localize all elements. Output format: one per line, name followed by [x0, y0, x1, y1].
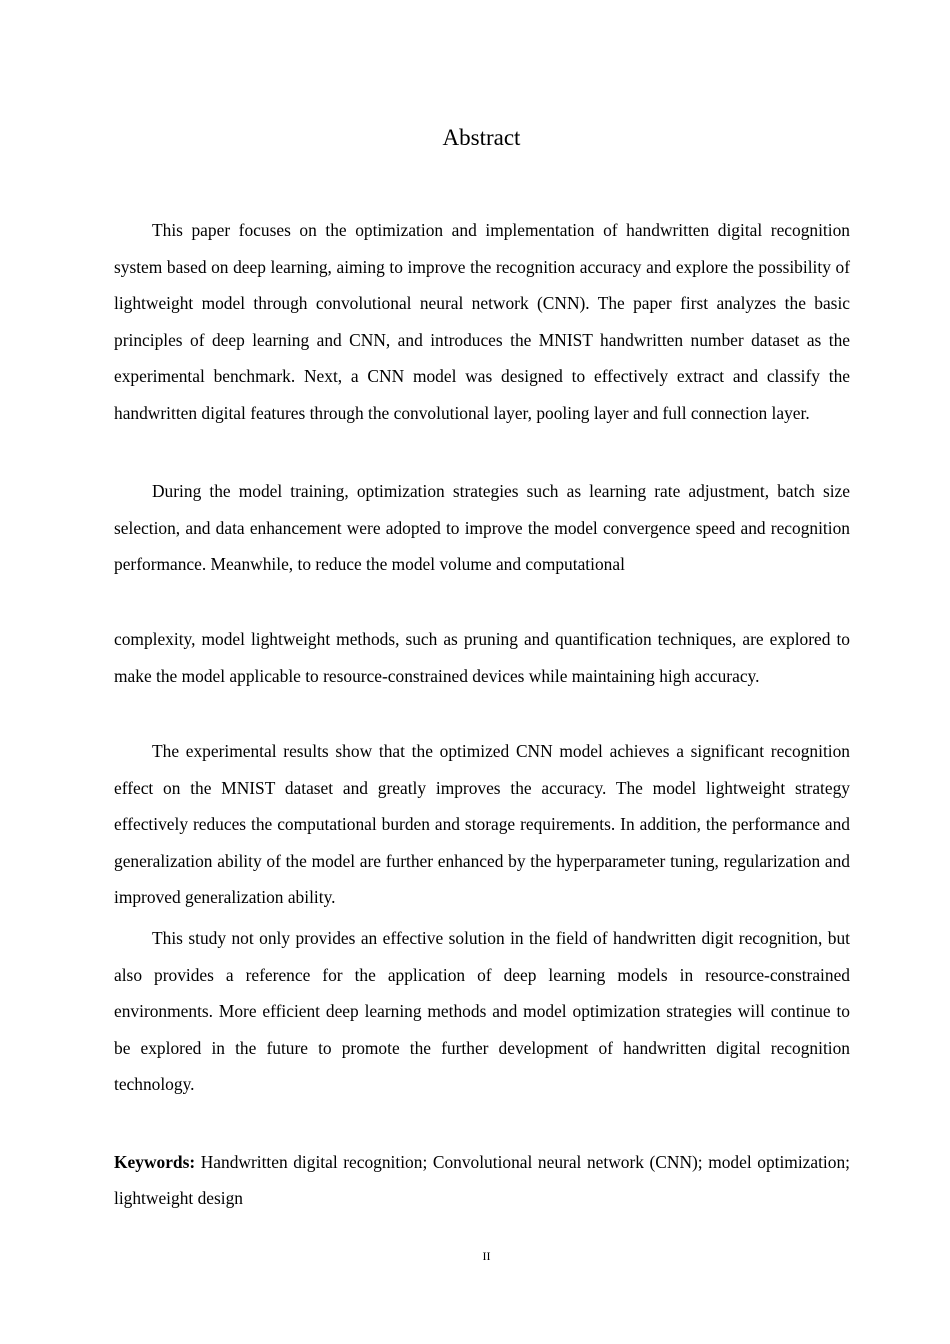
abstract-paragraph-3: The experimental results show that the optimized CNN model achieves a significant recognition effect on the MNIST dataset and greatly improves the accuracy. The model lightweight strategy effectively reduces the computational burden and storage requirements. In addition, the performance and generalization ability of the model are further enhanced by the hyperparameter tuning, regularization and improved generalization ability.	[114, 741, 850, 908]
abstract-paragraph-2-part-2: complexity, model lightweight methods, such as pruning and quantification techniques, are explored to make the model applicable to resource-constrained devices while maintaining high accuracy.	[114, 629, 850, 686]
abstract-paragraph-4: This study not only provides an effective solution in the field of handwritten digit recognition, but also provides a reference for the application of deep learning models in resource-constrained environments. More efficient deep learning methods and model optimization strategies will continue to be explored in the future to promote the further development of handwritten digital recognition technology.	[114, 928, 850, 1095]
abstract-paragraph-2-part-1: During the model training, optimization strategies such as learning rate adjustment, batch size selection, and data enhancement were adopted to improve the model convergence speed and recognition performance. Meanwhile, to reduce the model volume and computational	[114, 481, 850, 575]
abstract-paragraph-1: This paper focuses on the optimization and implementation of handwritten digital recognition system based on deep learning, aiming to improve the recognition accuracy and explore the possibility of lightweight model through convolutional neural network (CNN). The paper first analyzes the basic principles of deep learning and CNN, and introduces the MNIST handwritten number dataset as the experimental benchmark. Next, a CNN model was designed to effectively extract and classify the handwritten digital features through the convolutional layer, pooling layer and full connection layer.	[114, 220, 850, 423]
keywords-label: Keywords:	[114, 1152, 196, 1172]
page-number: II	[482, 1249, 491, 1263]
keywords-line	[114, 1145, 850, 1216]
keywords-text: Handwritten digital recognition; Convolutional neural network (CNN); model optimization; lightweight design	[114, 1152, 850, 1208]
page-title: Abstract	[442, 125, 521, 150]
